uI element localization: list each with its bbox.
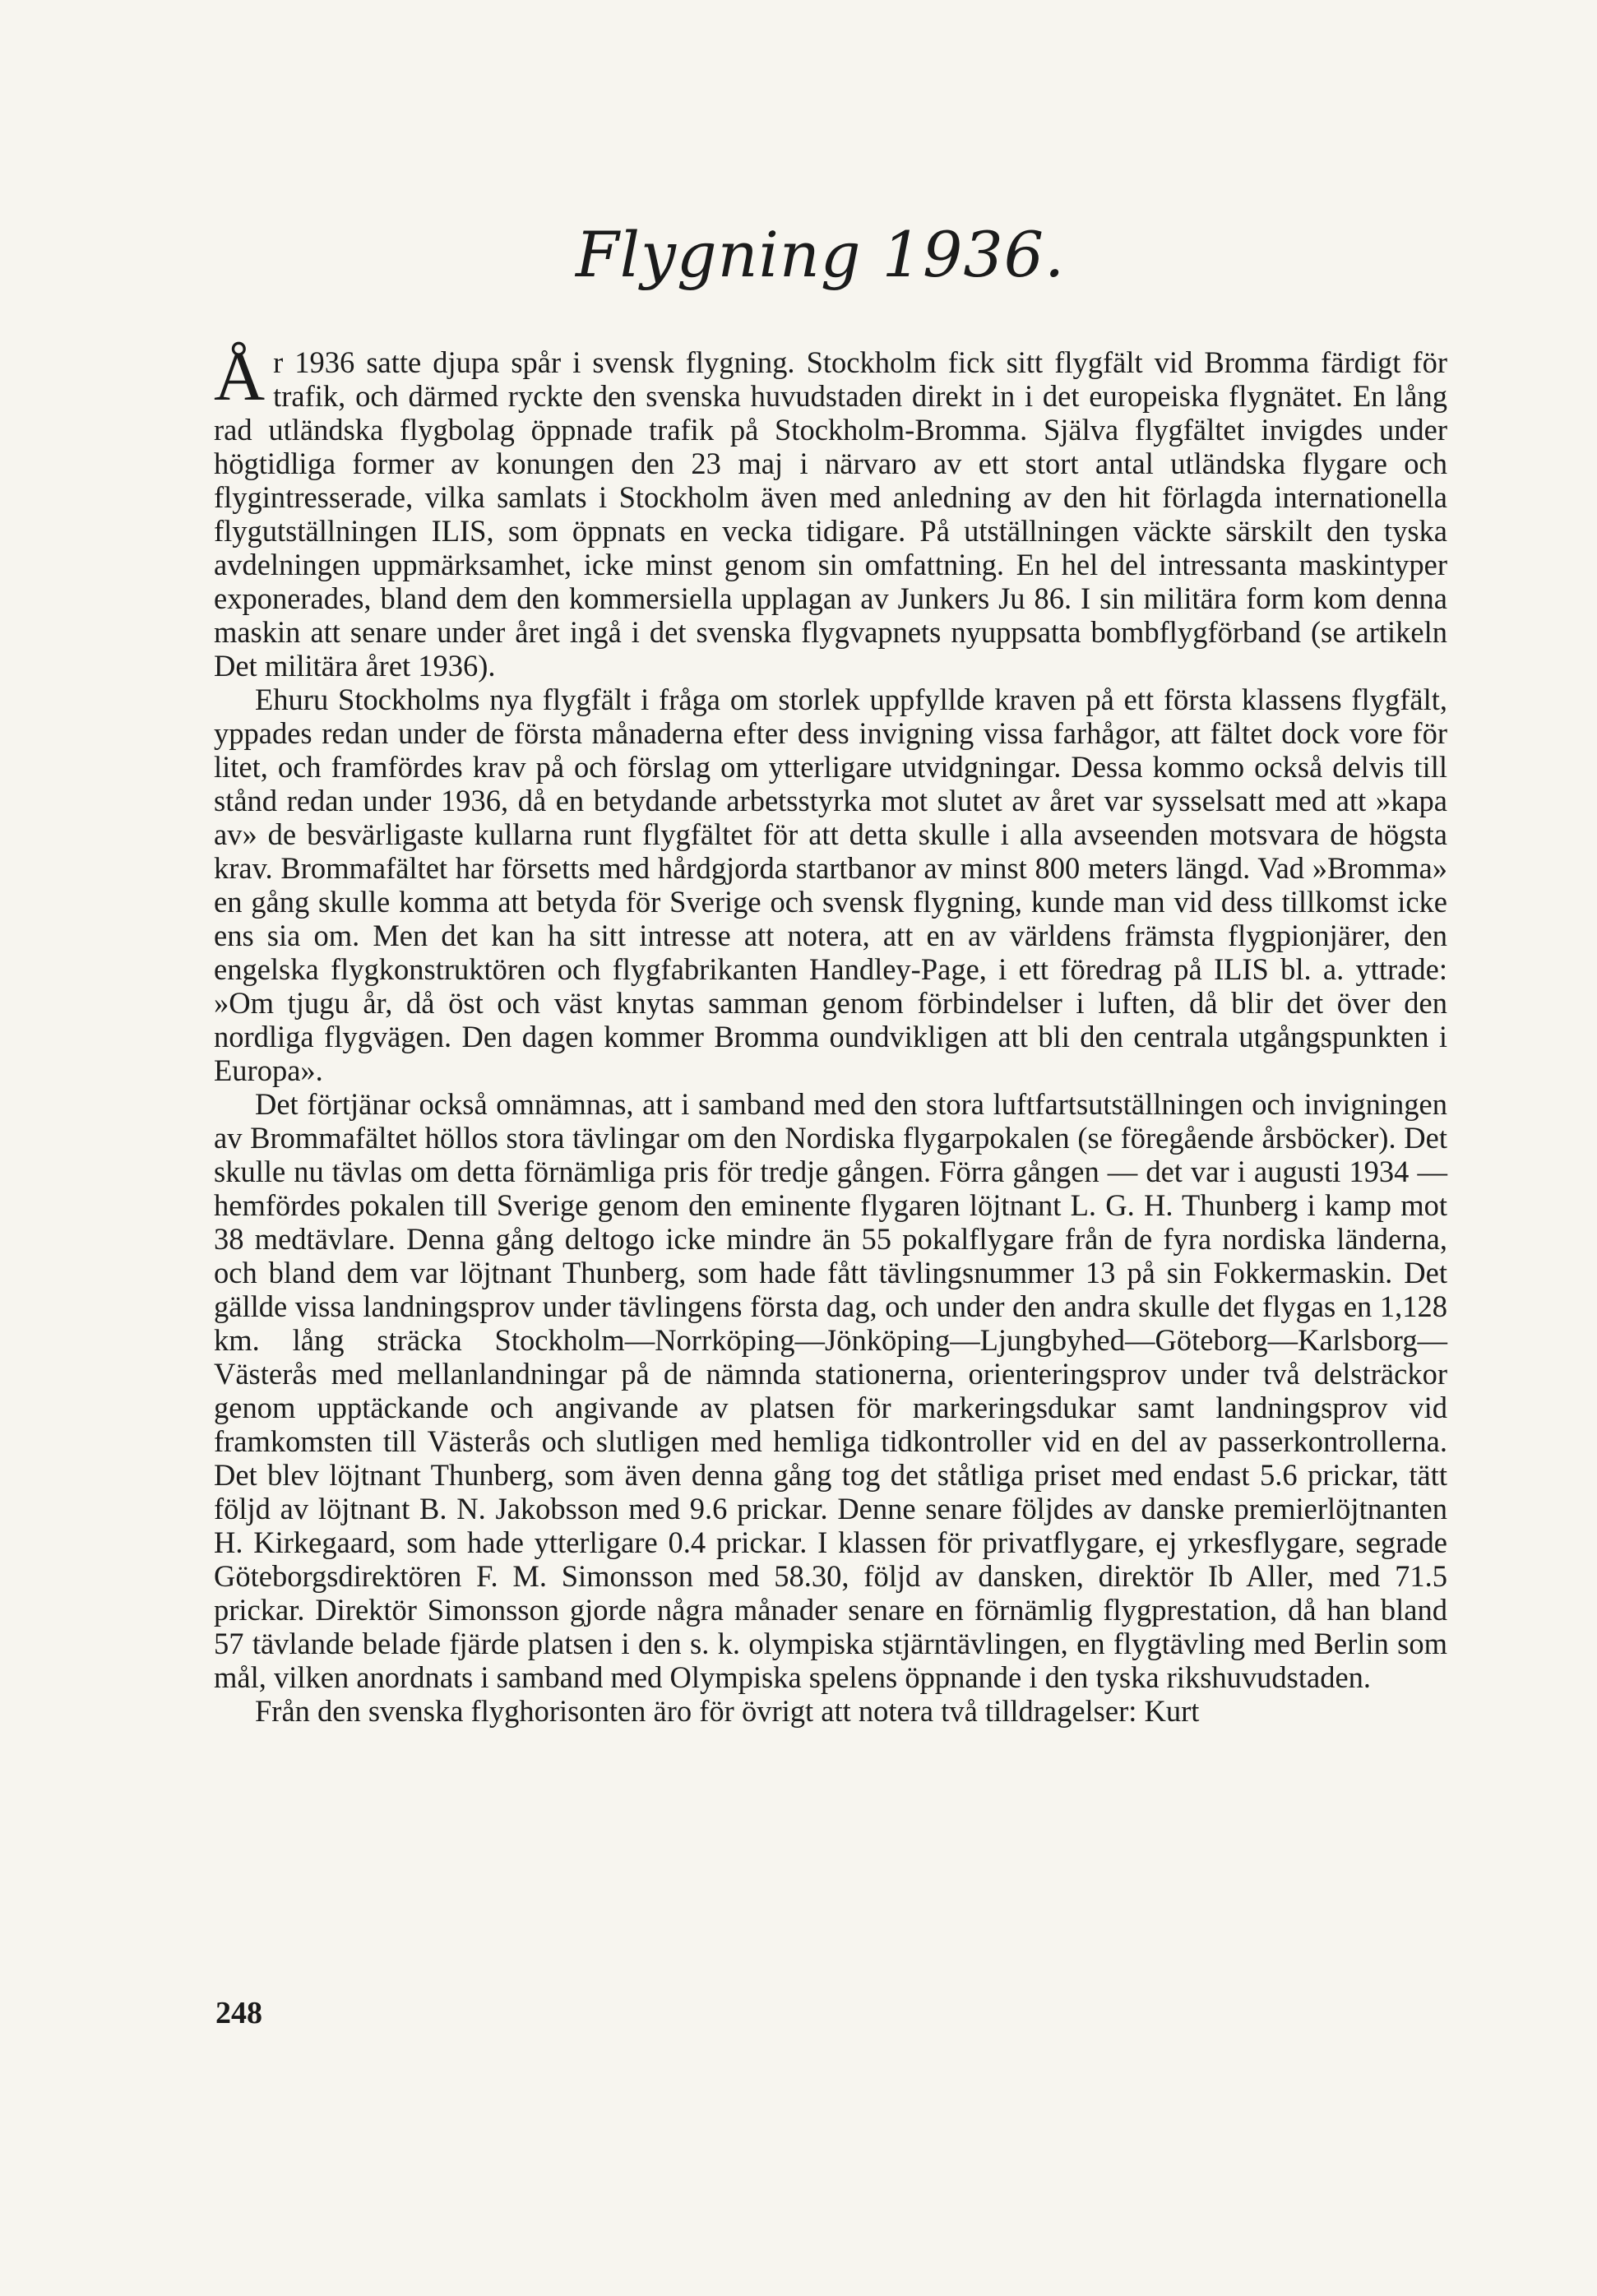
paragraph-2: Ehuru Stockholms nya flygfält i fråga om storlek uppfyllde kraven på ett första klassens flygfält, yppades redan under de första månaderna efter dess invigning vissa farhågor, att fältet dock vore för litet, och framfördes krav på och förslag om ytterligare utvidgningar. Dessa kommo också delvis till stånd redan under 1936, då en betydande arbetsstyrka mot slutet av året var sysselsatt med att »kapa av» de besvärligaste kullarna runt flygfältet för att detta skulle i alla avseenden motsvara de högsta krav. Brommafältet har försetts med hårdgjorda startbanor av minst 800 meters längd. Vad »Bromma» en gång skulle komma att betyda för Sverige och svensk flygning, kunde man vid dess tillkomst icke ens sia om. Men det kan ha sitt intresse att notera, att en av världens främsta flygpionjärer, den engelska flygkonstruktören och flygfabrikanten Handley-Page, i ett föredrag på ILIS bl. a. yttrade: »Om tjugu år, då öst och väst knytas samman genom förbindelser i luften, då blir det över den nordliga flygvägen. Den dagen kommer Bromma oundvikligen att bli den centrala utgångspunkten i Europa».	[214, 683, 1447, 1087]
paragraph-1-text: r 1936 satte djupa spår i svensk flygning. Stockholm fick sitt flygfält vid Bromma färdigt för trafik, och därmed ryckte den svenska huvudstaden direkt in i det europeiska flygnätet. En lång rad utländska flygbolag öppnade trafik på Stockholm-Bromma. Själva flygfältet invigdes under högtidliga former av konungen den 23 maj i närvaro av ett stort antal utländska flygare och flygintresserade, vilka samlats i Stockholm även med anledning av den hit förlagda internationella flygutställningen ILIS, som öppnats en vecka tidigare. På utställningen väckte särskilt den tyska avdelningen uppmärksamhet, icke minst genom sin omfattning. En hel del intressanta maskintyper exponerades, bland dem den kommersiella upplagan av Junkers Ju 86. I sin militära form kom denna maskin att senare under året ingå i det svenska flygvapnets nyuppsatta bombflygförband (se artikeln Det militära året 1936).	[214, 345, 1447, 683]
paragraph-4: Från den svenska flyghorisonten äro för övrigt att notera två tilldragelser: Kurt	[255, 1694, 1200, 1728]
drop-cap: Å	[214, 336, 266, 415]
page-title: Flygning 1936.	[576, 218, 1066, 291]
paragraph-3: Det förtjänar också omnämnas, att i samband med den stora luftfartsutställningen och invigningen av Brommafältet höllos stora tävlingar om den Nordiska flygarpokalen (se föregående årsböcker). Det skulle nu tävlas om detta förnämliga pris för tredje gången. Förra gången — det var i augusti 1934 — hemfördes pokalen till Sverige genom den eminente flygaren löjtnant L. G. H. Thunberg i kamp mot 38 medtävlare. Denna gång deltogo icke mindre än 55 pokalflygare från de fyra nordiska länderna, och bland dem var löjtnant Thunberg, som hade fått tävlingsnummer 13 på sin Fokkermaskin. Det gällde vissa landningsprov under tävlingens första dag, och under den andra skulle det flygas en 1,128 km. lång sträcka Stockholm—Norrköping—Jönköping—Ljungbyhed—Göteborg—Karlsborg—Västerås med mellanlandningar på de nämnda stationerna, orienteringsprov under två delsträckor genom upptäckande och angivande av platsen för markeringsdukar samt landningsprov vid framkomsten till Västerås och slutligen med hemliga tidkontroller vid en del av passerkontrollerna. Det blev löjtnant Thunberg, som även denna gång tog det ståtliga priset med endast 5.6 prickar, tätt följd av löjtnant B. N. Jakobsson med 9.6 prickar. Denne senare följdes av danske premierlöjtnanten H. Kirkegaard, som hade ytterligare 0.4 prickar. I klassen för privatflygare, ej yrkesflygare, segrade Göteborgsdirektören F. M. Simonsson med 58.30, följd av dansken, direktör Ib Aller, med 71.5 prickar. Direktör Simonsson gjorde några månader senare en förnämlig flygprestation, då han bland 57 tävlande belade fjärde platsen i den s. k. olympiska stjärntävlingen, en flygtävling med Berlin som mål, vilken anordnats i samband med Olympiska spelens öppnande i den tyska rikshuvudstaden.	[214, 1087, 1447, 1694]
paragraph-1	[214, 336, 1447, 683]
article-body	[214, 336, 1447, 1728]
page-number: 248	[215, 1996, 262, 2030]
